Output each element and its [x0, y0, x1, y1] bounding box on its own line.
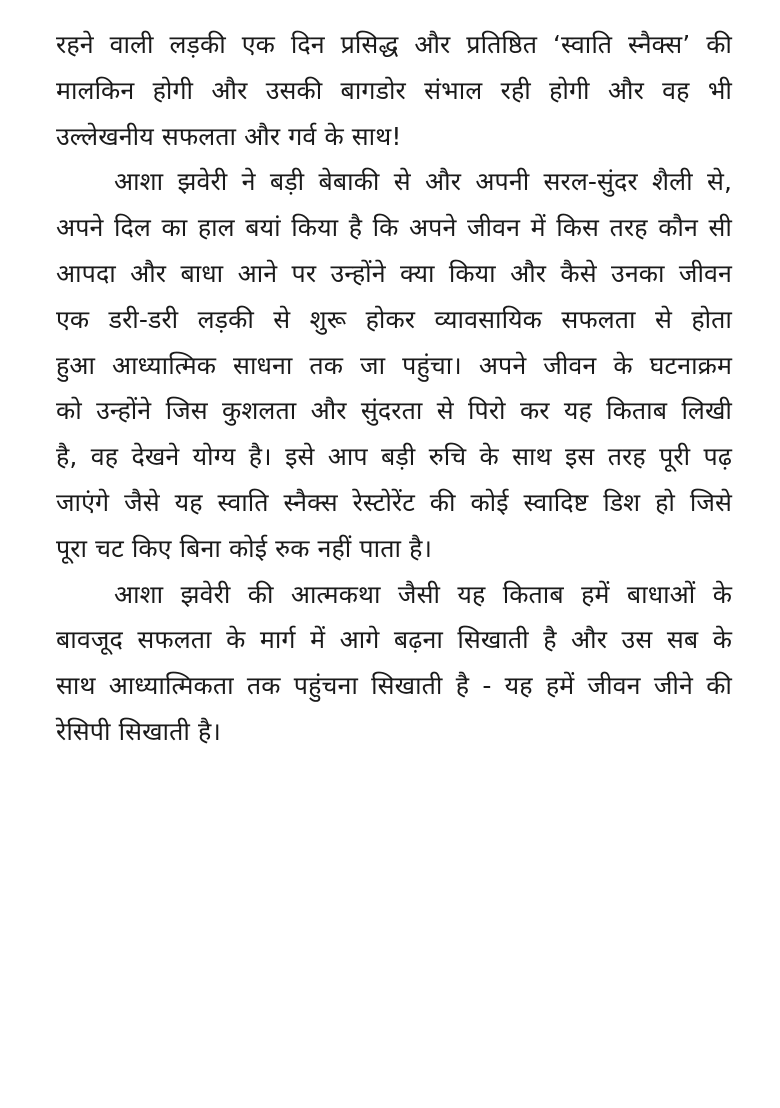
- text-line: है, वह देखने योग्य है। इसे आप बड़ी रुचि के साथ इस तरह पूरी पढ़: [56, 442, 732, 472]
- text-line: आशा झवेरी ने बड़ी बेबाकी से और अपनी सरल-सुंदर शैली से,: [114, 167, 732, 197]
- text-line: बावजूद सफलता के मार्ग में आगे बढ़ना सिखाती है और उस सब के: [56, 625, 732, 655]
- text-line: रहने वाली लड़की एक दिन प्रसिद्ध और प्रतिष्ठित ‘स्वाति स्नैक्स’ की: [56, 30, 732, 59]
- text-line: रेसिपी सिखाती है।: [56, 716, 221, 746]
- text-line: पूरा चट किए बिना कोई रुक नहीं पाता है।: [56, 533, 433, 563]
- text-line: मालकिन होगी और उसकी बागडोर संभाल रही होगी और वह भी: [56, 75, 732, 105]
- text-line: हुआ आध्यात्मिक साधना तक जा पहुंचा। अपने जीवन के घटनाक्रम: [56, 350, 732, 380]
- text-line: को उन्होंने जिस कुशलता और सुंदरता से पिरो कर यह किताब लिखी: [56, 396, 732, 426]
- text-line: अपने दिल का हाल बयां किया है कि अपने जीवन में किस तरह कौन सी: [56, 213, 732, 243]
- body-text: [56, 22, 732, 755]
- text-line: जाएंगे जैसे यह स्वाति स्नैक्स रेस्टोरेंट की कोई स्वादिष्ट डिश हो जिसे: [56, 487, 732, 517]
- text-line: साथ आध्यात्मिकता तक पहुंचना सिखाती है - यह हमें जीवन जीने की: [56, 671, 732, 701]
- text-line: उल्लेखनीय सफलता और गर्व के साथ!: [56, 121, 402, 151]
- text-line: आपदा और बाधा आने पर उन्होंने क्या किया और कैसे उनका जीवन: [56, 258, 732, 288]
- text-line: आशा झवेरी की आत्मकथा जैसी यह किताब हमें बाधाओं के: [114, 579, 732, 609]
- text-line: एक डरी-डरी लड़की से शुरू होकर व्यावसायिक सफलता से होता: [56, 304, 732, 334]
